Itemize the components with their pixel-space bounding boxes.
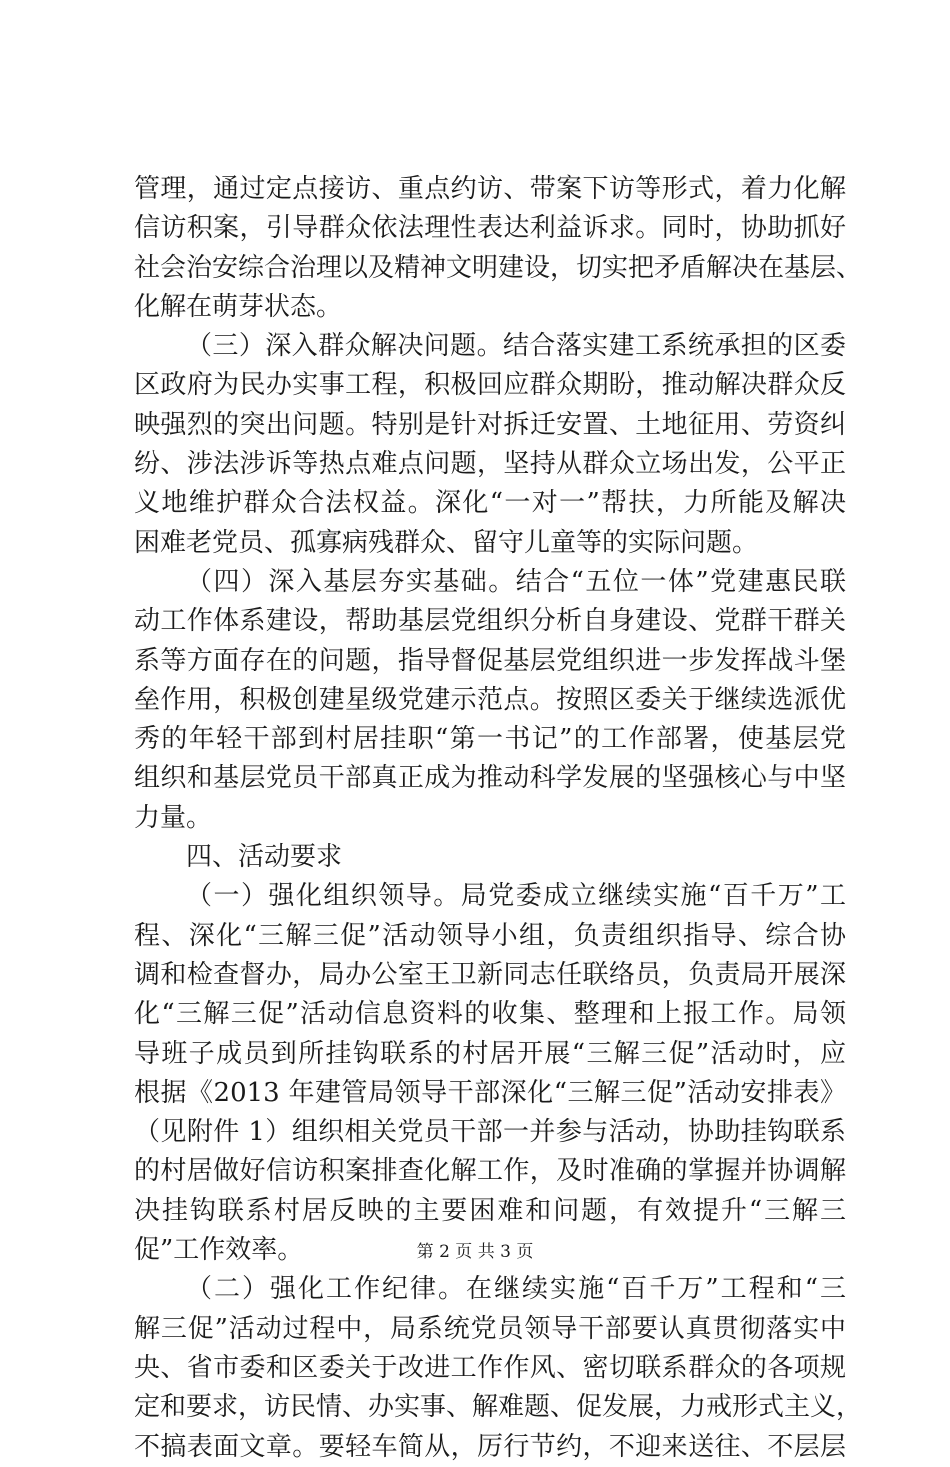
text-line: 力量。 — [134, 802, 213, 833]
text-line: 垒作用，积极创建星级党建示范点。按照区委关于继续选派优 — [134, 684, 846, 715]
text-line: 映强烈的突出问题。特别是针对拆迁安置、土地征用、劳资纠 — [134, 409, 846, 440]
text-line: 导班子成员到所挂钩联系的村居开展“三解三促”活动时，应 — [134, 1038, 846, 1069]
text-line: 组织和基层党员干部真正成为推动科学发展的坚强核心与中坚 — [134, 763, 846, 794]
section-heading: 四、活动要求 — [186, 842, 343, 873]
text-line: 根据《2013 年建管局领导干部深化“三解三促”活动安排表》 — [134, 1077, 846, 1108]
text-line: 信访积案，引导群众依法理性表达利益诉求。同时，协助抓好 — [134, 213, 846, 244]
text-line: （三）深入群众解决问题。结合落实建工系统承担的区委 — [186, 331, 846, 362]
text-line: （二）强化工作纪律。在继续实施“百千万”工程和“三 — [186, 1274, 846, 1305]
text-line: 的村居做好信访积案排查化解工作，及时准确的掌握并协调解 — [134, 1156, 846, 1187]
text-line: （一）强化组织领导。局党委成立继续实施“百千万”工 — [186, 881, 846, 912]
text-line: 管理，通过定点接访、重点约访、带案下访等形式，着力化解 — [134, 174, 846, 204]
text-line: 化解在萌芽状态。 — [134, 291, 343, 322]
text-line: 义地维护群众合法权益。深化“一对一”帮扶，力所能及解决 — [134, 488, 846, 519]
text-line: 程、深化“三解三促”活动领导小组，负责组织指导、综合协 — [134, 920, 846, 951]
text-line: 解三促”活动过程中，局系统党员领导干部要认真贯彻落实中 — [134, 1313, 846, 1344]
document-body — [134, 170, 863, 1467]
text-line: 定和要求，访民情、办实事、解难题、促发展，力戒形式主义， — [134, 1392, 863, 1423]
text-line: 化“三解三促”活动信息资料的收集、整理和上报工作。局领 — [134, 999, 846, 1030]
text-line: 决挂钩联系村居反映的主要困难和问题，有效提升“三解三 — [134, 1195, 846, 1226]
text-line: 动工作体系建设，帮助基层党组织分析自身建设、党群干群关 — [134, 606, 846, 637]
text-line: 不搞表面文章。要轻车简从，厉行节约，不迎来送往、不层层 — [134, 1431, 846, 1462]
text-line: （见附件 1）组织相关党员干部一并参与活动，协助挂钩联系 — [134, 1117, 846, 1148]
text-line: 调和检查督办，局办公室王卫新同志任联络员，负责局开展深 — [134, 959, 846, 990]
text-line: 困难老党员、孤寡病残群众、留守儿童等的实际问题。 — [134, 527, 759, 558]
text-line: 促”工作效率。 — [134, 1235, 304, 1266]
text-line: 秀的年轻干部到村居挂职“第一书记”的工作部署，使基层党 — [134, 724, 846, 755]
text-line: 社会治安综合治理以及精神文明建设，切实把矛盾解决在基层、 — [134, 252, 863, 283]
text-line: 央、省市委和区委关于改进工作作风、密切联系群众的各项规 — [134, 1352, 846, 1383]
page-footer: 第 2 页 共 3 页 — [416, 1242, 534, 1262]
text-line: 区政府为民办实事工程，积极回应群众期盼，推动解决群众反 — [134, 370, 846, 401]
text-line: （四）深入基层夯实基础。结合“五位一体”党建惠民联 — [186, 566, 846, 597]
text-line: 纷、涉法涉诉等热点难点问题，坚持从群众立场出发，公平正 — [134, 449, 846, 480]
text-line: 系等方面存在的问题，指导督促基层党组织进一步发挥战斗堡 — [134, 645, 846, 676]
